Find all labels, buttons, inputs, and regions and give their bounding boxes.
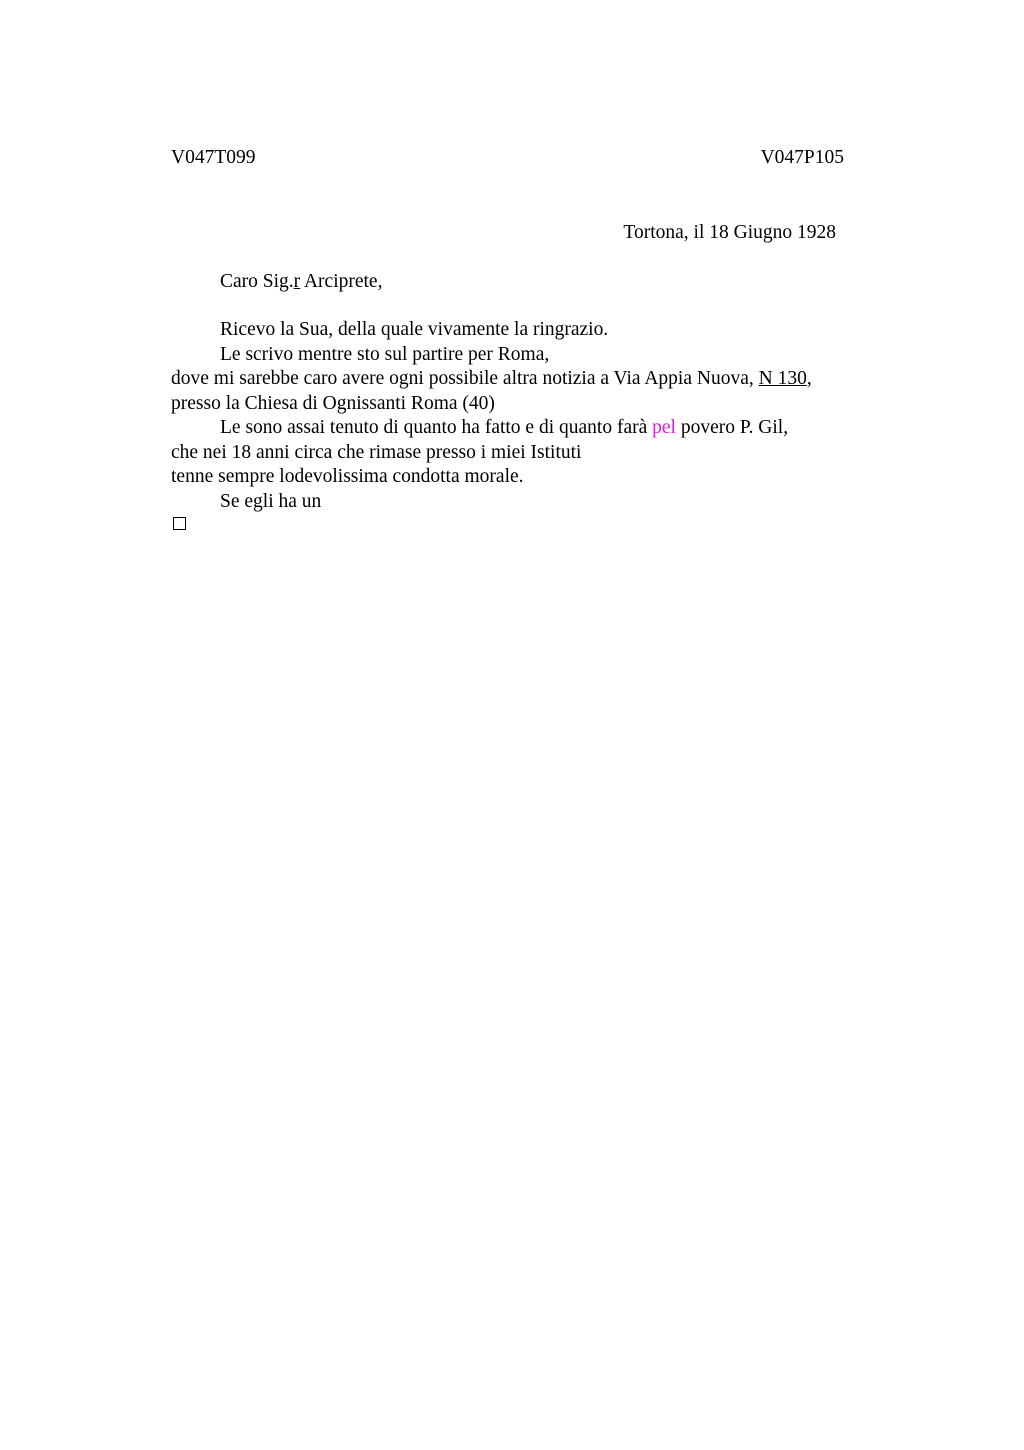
body-line-5-text: Le sono assai tenuto di quanto ha fatto e di quanto farà xyxy=(220,417,653,438)
body-line-6: che nei 18 anni circa che rimase presso i miei Istituti xyxy=(171,441,582,463)
body-line-3-punct: , xyxy=(806,368,812,389)
letter-date: Tortona, il 18 Giugno 1928 xyxy=(623,222,836,243)
body-line-3 xyxy=(171,367,861,392)
letter-body xyxy=(171,318,861,514)
salutation-recipient: Arciprete, xyxy=(300,271,383,292)
document-code-left: V047T099 xyxy=(171,147,256,168)
square-box-icon xyxy=(173,517,186,530)
body-line-3-text: dove mi sarebbe caro avere ogni possibile altra notizia a Via Appia Nuova, xyxy=(171,368,759,389)
address-number: N 130 xyxy=(758,368,807,389)
salutation-title: Caro Sig. xyxy=(220,271,294,292)
salutation-superscript-abbrev: r xyxy=(293,271,301,292)
letter-salutation xyxy=(220,270,382,294)
body-line-4: presso la Chiesa di Ognissanti Roma (40) xyxy=(171,392,495,414)
body-line-2: Le scrivo mentre sto sul partire per Roma, xyxy=(220,343,550,365)
document-code-right: V047P105 xyxy=(760,147,844,168)
body-line-5 xyxy=(171,416,861,441)
body-line-8: Se egli ha un xyxy=(220,490,322,512)
highlighted-word: pel xyxy=(652,417,676,438)
body-line-7: tenne sempre lodevolissima condotta morale. xyxy=(171,466,524,487)
body-line-5-end: povero P. Gil, xyxy=(675,417,789,438)
body-line-1: Ricevo la Sua, della quale vivamente la ringrazio. xyxy=(220,319,609,340)
